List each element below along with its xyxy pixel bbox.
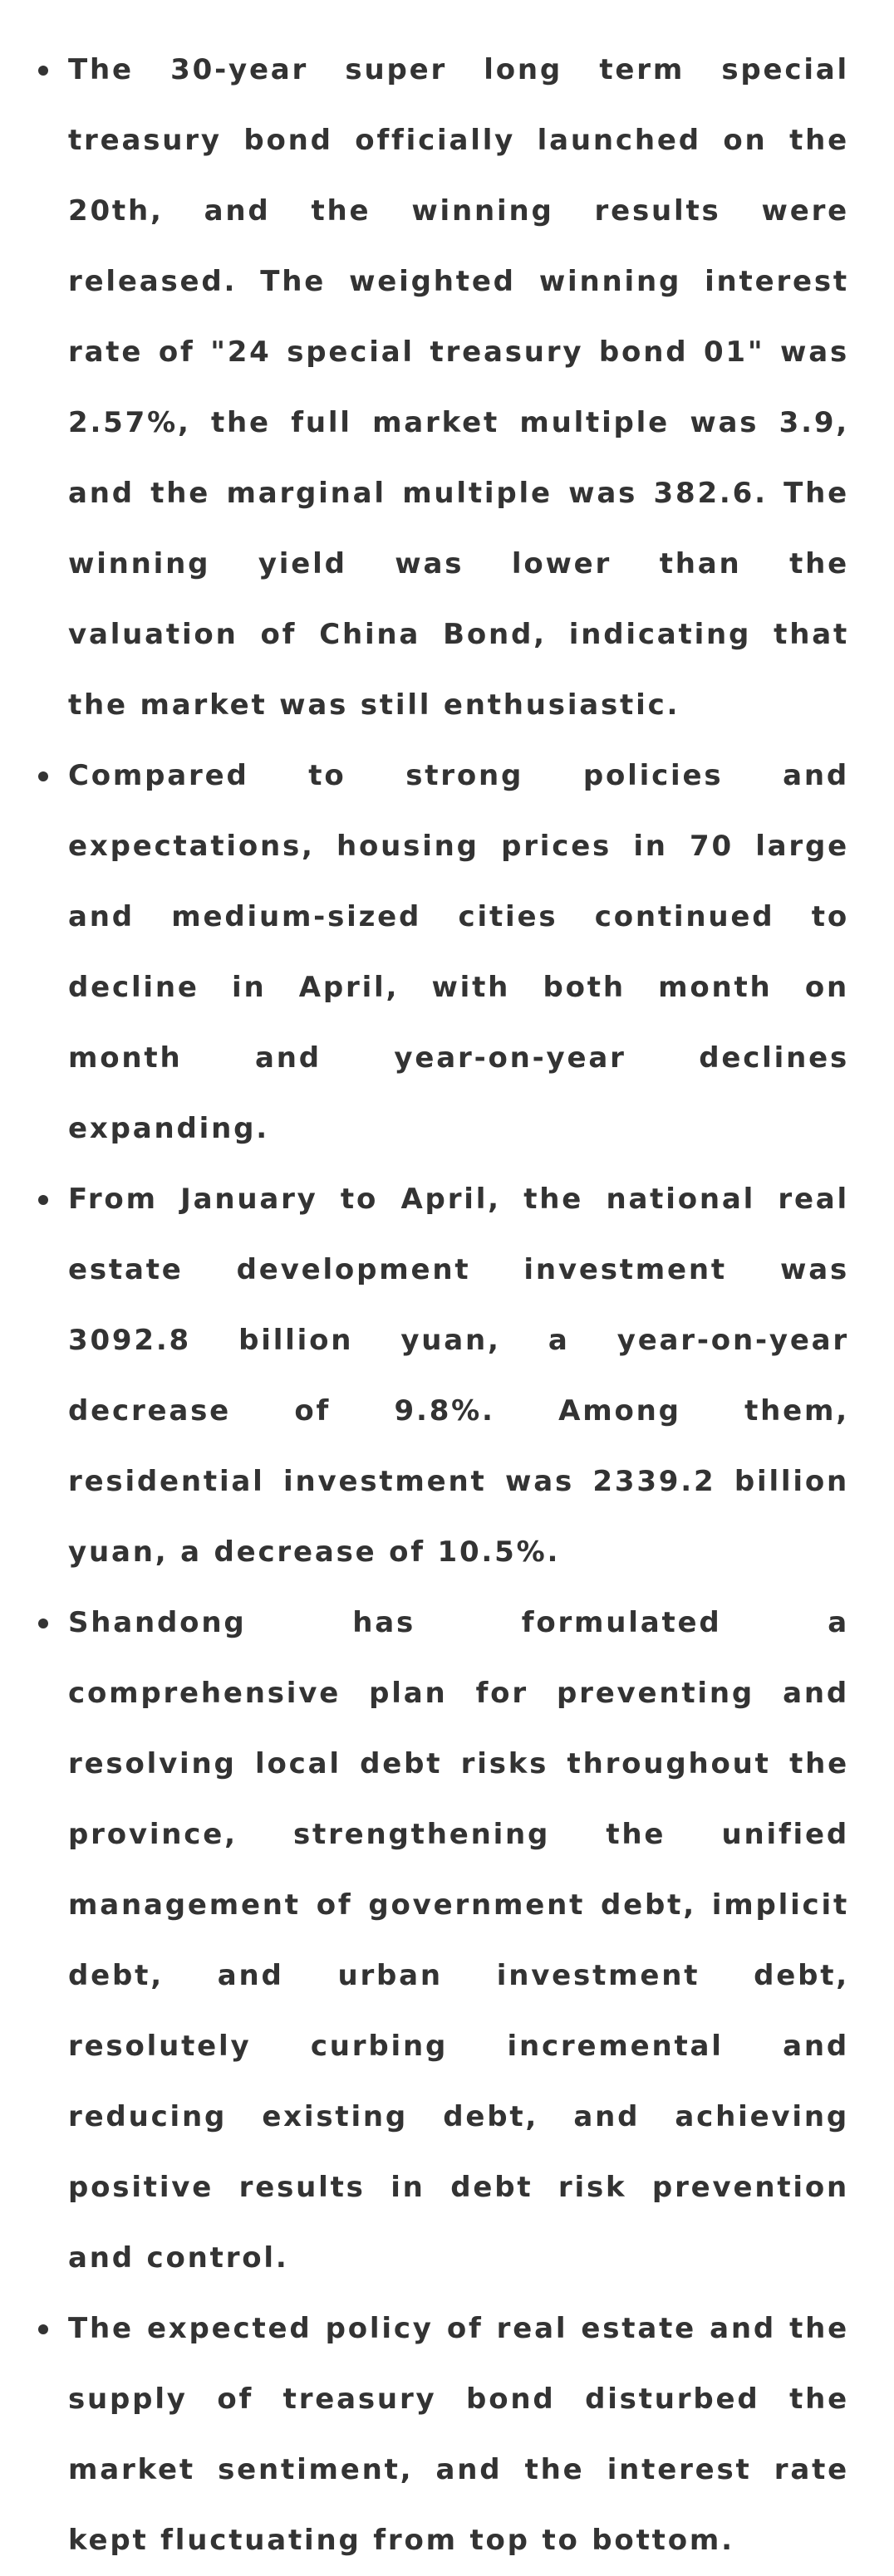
bullet-text: The expected policy of real estate and the supply of treasury bond disturbed the market sentiment, and the interest rate kept fluctuating from top to bottom. xyxy=(68,2312,849,2557)
bullet-item-market-sentiment xyxy=(0,2294,894,2576)
bullet-text: Shandong has formulated a comprehensive plan for preventing and resolving local debt risks throughout the province, strengthening the unified management of government debt, implicit debt, and urban investment debt, resolutely curbing incremental and reducing existing debt, and achieving positive results in debt risk prevention and control. xyxy=(68,1606,849,2275)
bullet-dot-icon xyxy=(38,66,48,76)
bullet-text: From January to April, the national real estate development investment was 3092.8 billion yuan, a year-on-year decrease of 9.8%. Among them, residential investment was 2339.2 billion yuan, a decrease of 10.5%. xyxy=(68,1183,849,1569)
bullet-dot-icon xyxy=(38,1195,48,1205)
bullet-item-real-estate-investment xyxy=(0,1164,894,1588)
bullet-dot-icon xyxy=(38,1619,48,1628)
bullet-item-treasury-bond xyxy=(0,0,894,741)
bullet-item-shandong-debt xyxy=(0,1588,894,2294)
bullet-dot-icon xyxy=(38,771,48,781)
bullet-text: The 30-year super long term special treasury bond officially launched on the 20th, and the winning results were released. The weighted winning interest rate of "24 special treasury bond 01" was 2.57%, the full market multiple was 3.9, and the marginal multiple was 382.6. The winning yield was lower than the valuation of China Bond, indicating that the market was still enthusiastic. xyxy=(68,53,849,722)
bullet-item-housing-prices xyxy=(0,741,894,1164)
bullet-text: Compared to strong policies and expectations, housing prices in 70 large and medium-sized cities continued to decline in April, with both month on month and year-on-year declines expanding. xyxy=(68,759,849,1145)
bullet-dot-icon xyxy=(38,2324,48,2334)
